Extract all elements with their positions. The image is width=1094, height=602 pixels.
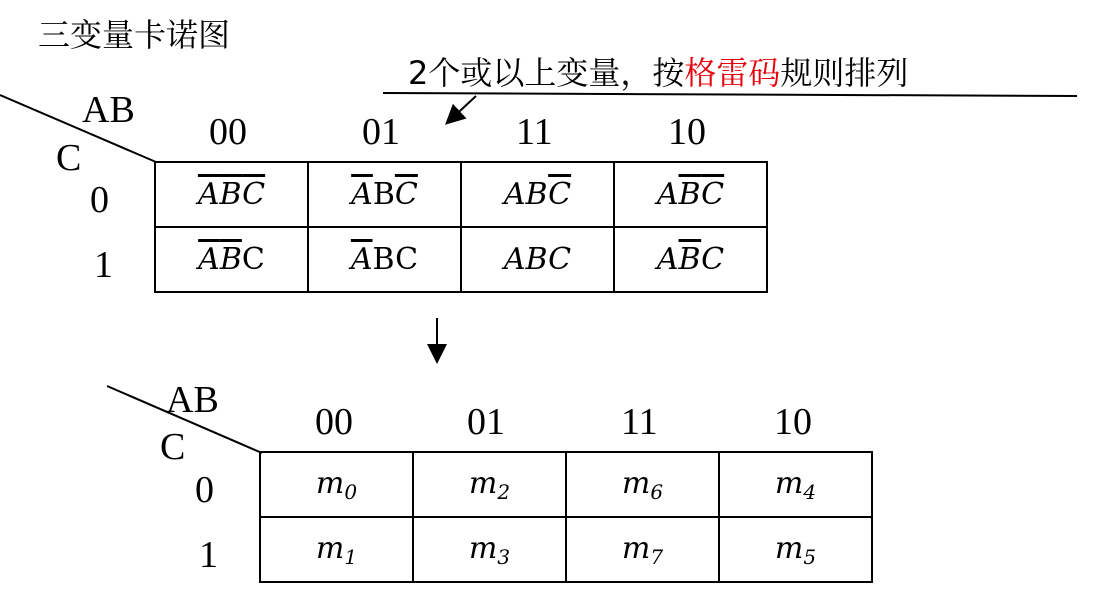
note-pointer-arrow xyxy=(448,96,476,122)
map2-cell: $m_3$ xyxy=(413,517,566,582)
note-underline xyxy=(383,93,1077,96)
map1-col-header: 00 xyxy=(209,111,247,153)
map1-cell: $\overline{A}B\overline{C}$ xyxy=(308,162,461,227)
map2-grid xyxy=(259,451,873,583)
map2-row-header: 1 xyxy=(199,534,218,576)
map2-row-var: C xyxy=(160,426,186,468)
map2-row-header: 0 xyxy=(195,469,214,511)
map2-cell: $m_4$ xyxy=(719,452,872,517)
map1-row-var: C xyxy=(56,137,82,179)
map2-col-header: 00 xyxy=(315,401,353,443)
map2-cell: $m_5$ xyxy=(719,517,872,582)
map1-row-header: 1 xyxy=(94,244,113,286)
map2-col-header: 10 xyxy=(774,401,812,443)
map1-col-header: 01 xyxy=(362,111,400,153)
map1-col-header: 11 xyxy=(516,111,553,153)
map2-cell: $m_2$ xyxy=(413,452,566,517)
map2-col-header: 01 xyxy=(467,401,505,443)
map1-col-var: AB xyxy=(82,89,135,131)
map1-cell: $A\overline{B}\overline{C}$ xyxy=(614,162,767,227)
note-suffix: 规则排列 xyxy=(780,54,909,92)
map2-col-var: AB xyxy=(166,379,219,421)
map2-cell: $m_0$ xyxy=(260,452,413,517)
map1-cell: $\overline{A}\overline{B}C$ xyxy=(155,227,308,292)
note-highlight: 格雷码 xyxy=(684,54,781,92)
map1-row-header: 0 xyxy=(90,179,109,221)
map1-cell: ABC xyxy=(461,227,614,292)
page-title: 三变量卡诺图 xyxy=(38,16,231,54)
map2-col-header: 11 xyxy=(621,401,658,443)
map1-cell: $\overline{A}BC$ xyxy=(308,227,461,292)
map2-cell: $m_6$ xyxy=(566,452,719,517)
map1-cell: $AB\overline{C}$ xyxy=(461,162,614,227)
map1-grid xyxy=(154,161,768,293)
map1-col-header: 10 xyxy=(668,111,706,153)
map2-cell: $m_7$ xyxy=(566,517,719,582)
map2-cell: $m_1$ xyxy=(260,517,413,582)
map1-cell: $A\overline{B}C$ xyxy=(614,227,767,292)
map1-cell: $\overline{A}\overline{B}\overline{C}$ xyxy=(155,162,308,227)
note-prefix: 2个或以上变量，按 xyxy=(408,54,685,92)
